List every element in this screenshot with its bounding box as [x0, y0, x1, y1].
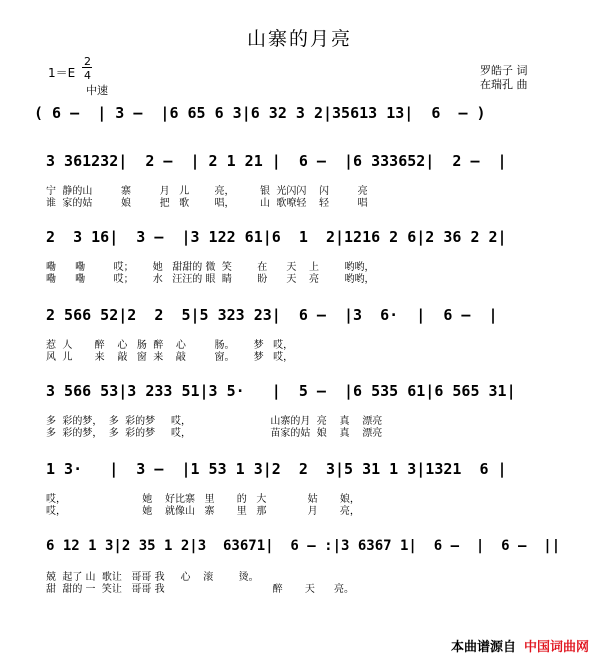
key-signature: 1＝E [48, 66, 76, 80]
notation-line: ( 6 – | 3 – |6 65 6 3|6 32 3 2|35613 13| 6 – ) [34, 104, 486, 122]
source-footer [451, 636, 589, 655]
score-row-6 [0, 460, 599, 550]
time-signature-bottom: 4 [84, 69, 91, 82]
time-signature-line [82, 67, 92, 68]
lyric-verse-2: 甜 甜的 一 笑让 哥哥 我 醉 天 亮。 [46, 584, 355, 595]
lyric-verse-1: 惹 人 醉 心 肠 醉 心 肠。 梦 哎， [46, 340, 294, 351]
lyric-verse-1: 兢 起了 山 歌让 哥哥 我 心 滚 烫。 [46, 572, 259, 583]
lyric-verse-2: 谁 家的姑 娘 把 歌 唱， 山 歌嘹轻 轻 唱 [46, 198, 368, 209]
lyric-verse-1: 多 彩的梦， 多 彩的梦 哎， 山寨的月 亮 真 漂亮 [46, 416, 383, 427]
notation-line: 3 566 53|3 233 51|3 5· | 5 – |6 535 61|6 565 31| [46, 382, 516, 400]
lyric-verse-2: 多 彩的梦， 多 彩的梦 哎， 苗家的姑 娘 真 漂亮 [46, 428, 383, 439]
notation-line: 2 566 52|2 2 5|5 323 23| 6 – |3 6· | 6 – | [46, 306, 498, 324]
lyric-verse-2: 哎， 她 就像山 寨 里 那 月 亮， [46, 506, 360, 517]
site-link[interactable]: 中国词曲网 [523, 640, 589, 655]
score-row-7 [0, 538, 599, 628]
lyric-verse-1: 宁 静的山 寨 月 儿 亮， 银 光闪闪 闪 亮 [46, 186, 368, 197]
lyricist-credit: 罗皓子 词 [480, 64, 528, 77]
lyric-verse-2: 嘞 嘞 哎； 水 汪汪的 眼 睛 盼 天 亮 哟哟， [46, 274, 375, 285]
time-signature-top: 2 [84, 55, 91, 68]
source-label: 本曲谱源自 [450, 640, 516, 655]
score-row-3 [0, 228, 599, 318]
score-row-5 [0, 382, 599, 472]
lyric-verse-1: 嘞 嘞 哎； 她 甜甜的 微 笑 在 天 上 哟哟， [46, 262, 375, 273]
notation-line: 3 361232| 2 – | 2 1 21 | 6 – |6 333652| 2 – | [46, 152, 507, 170]
notation-line: 1 3· | 3 – |1 53 1 3|2 2 3|5 31 1 3|1321 6 | [46, 460, 507, 478]
song-title: 山寨的月亮 [246, 28, 352, 50]
composer-credit: 在瑞孔 曲 [480, 78, 528, 91]
tempo-marking: 中速 [86, 84, 108, 97]
notation-line: 6 12 1 3|2 35 1 2|3 63671| 6 – :|3 6367 1| 6 – | 6 – || [46, 538, 561, 554]
lyric-verse-1: 哎， 她 好比寨 里 的 大 姑 娘， [46, 494, 360, 505]
notation-line: 2 3 16| 3 – |3 122 61|6 1 2|1216 2 6|2 36 2 2| [46, 228, 507, 246]
lyric-verse-2: 风 儿 来 敲 窗 来 敲 窗。 梦 哎， [46, 352, 294, 363]
